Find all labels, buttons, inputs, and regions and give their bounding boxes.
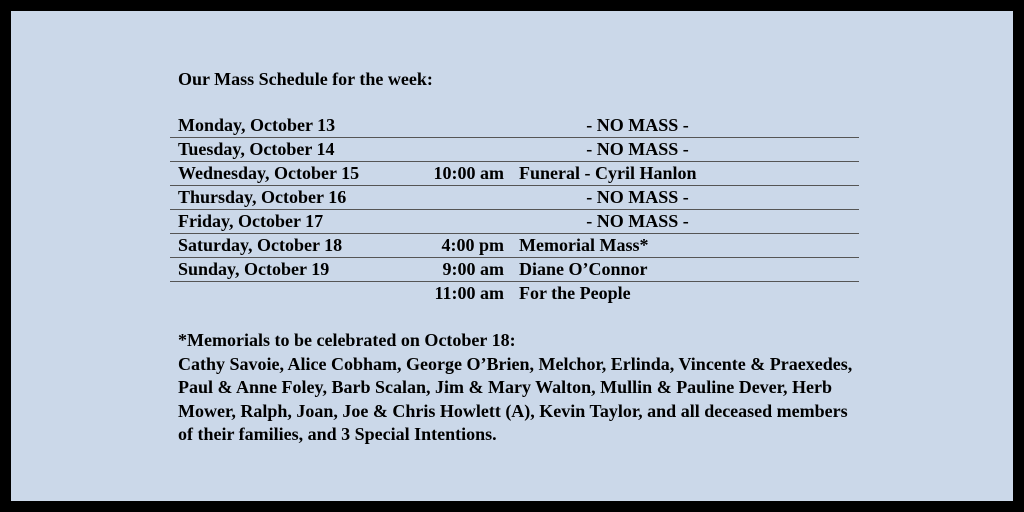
memorials-heading: *Memorials to be celebrated on October 18:: [178, 330, 516, 350]
schedule-event: Memorial Mass*: [519, 235, 649, 255]
schedule-event: Diane O’Connor: [519, 259, 648, 279]
page-title: Our Mass Schedule for the week:: [178, 69, 433, 89]
schedule-time: 10:00 am: [433, 163, 504, 183]
schedule-row: [170, 138, 859, 162]
schedule-day: Thursday, October 16: [178, 187, 347, 207]
schedule-event: - NO MASS -: [586, 115, 689, 135]
schedule-day: Friday, October 17: [178, 211, 324, 231]
schedule-time: 9:00 am: [442, 259, 504, 279]
schedule-time: 4:00 pm: [441, 235, 504, 255]
schedule-day: Tuesday, October 14: [178, 139, 335, 159]
schedule-row: [170, 210, 859, 234]
schedule-day: Wednesday, October 15: [178, 163, 360, 183]
schedule-event: - NO MASS -: [586, 211, 689, 231]
schedule-table: [170, 114, 859, 305]
schedule-panel: [11, 11, 1013, 501]
schedule-row: [170, 282, 859, 305]
schedule-row: [170, 186, 859, 210]
schedule-day: Sunday, October 19: [178, 259, 330, 279]
schedule-day: Monday, October 13: [178, 115, 336, 135]
schedule-row: [170, 258, 859, 282]
schedule-content: [178, 67, 878, 447]
memorials-section: [178, 329, 858, 447]
schedule-row: [170, 114, 859, 138]
schedule-event: - NO MASS -: [586, 187, 689, 207]
schedule-day: Saturday, October 18: [178, 235, 343, 255]
schedule-time: 11:00 am: [434, 283, 504, 303]
schedule-row: [170, 234, 859, 258]
schedule-event: - NO MASS -: [586, 139, 689, 159]
schedule-row: [170, 162, 859, 186]
schedule-event: For the People: [519, 283, 631, 303]
schedule-event: Funeral - Cyril Hanlon: [519, 163, 697, 183]
memorials-names: Cathy Savoie, Alice Cobham, George O’Brien, Melchor, Erlinda, Vincente & Praexedes, Paul & Anne Foley, Barb Scalan, Jim & Mary Walton, Mullin & Pauline Dever, Herb Mower, Ralph, Joan, Joe & Chris Howlett (A), Kevin Taylor, and all deceased members of their families, and 3 Special Intentions.: [178, 353, 853, 444]
